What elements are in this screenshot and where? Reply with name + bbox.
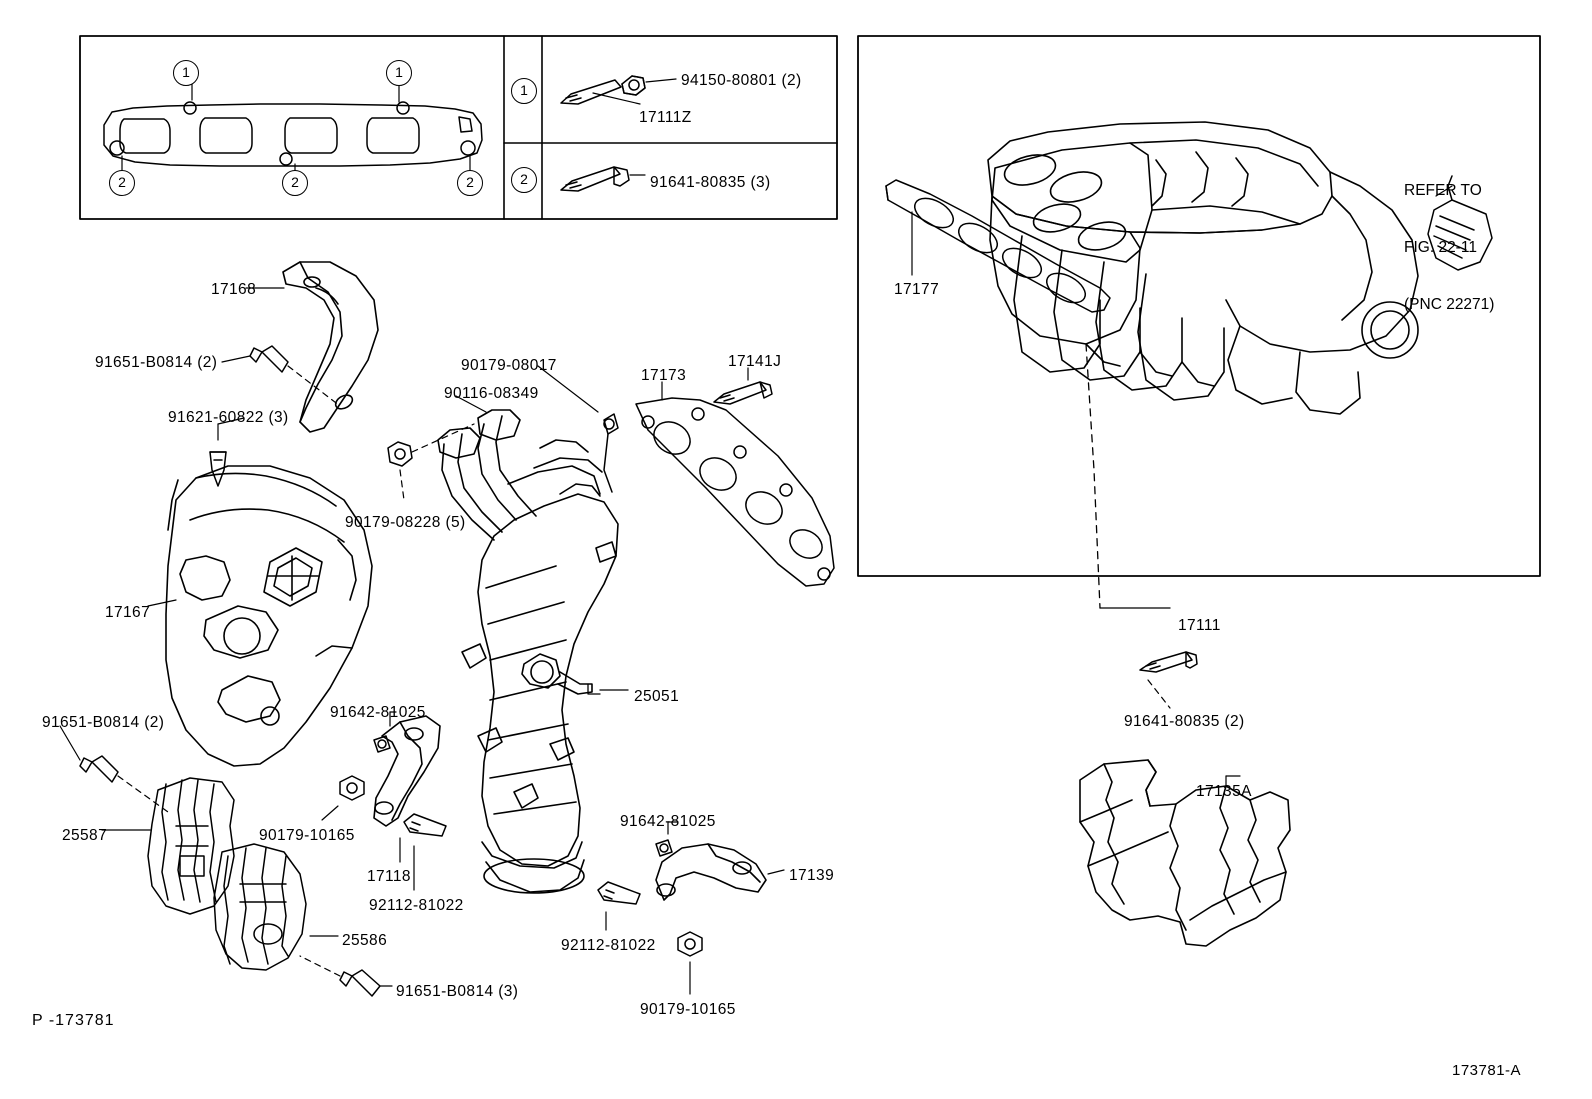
callout-1-gasket-b: 1 [386,60,412,86]
part-90179-08228-5: 90179-08228 (5) [345,514,466,531]
part-90179-10165-a: 90179-10165 [259,827,355,844]
part-17177: 17177 [894,281,940,298]
part-17111Z: 17111Z [639,109,692,126]
callout-row-1: 1 [511,78,537,104]
part-91642-81025-a: 91642-81025 [330,704,426,721]
callout-row-2: 2 [511,167,537,193]
refer-to-note [1404,143,1494,352]
callout-2-gasket-b: 2 [282,170,308,196]
part-90179-08017: 90179-08017 [461,357,557,374]
part-91642-81025-b: 91642-81025 [620,813,716,830]
part-17111: 17111 [1178,617,1221,634]
part-25051: 25051 [634,688,680,705]
part-91651-B0814-2b: 91651-B0814 (2) [42,714,165,731]
part-94150-80801: 94150-80801 (2) [681,72,802,89]
part-91641-80835-2: 91641-80835 (2) [1124,713,1245,730]
part-17168: 17168 [211,281,257,298]
part-17173: 17173 [641,367,687,384]
part-91621-60822-3: 91621-60822 (3) [168,409,289,426]
part-17118: 17118 [367,868,411,885]
callout-2-gasket-a: 2 [109,170,135,196]
part-17135A: 17135A [1196,783,1252,800]
part-91651-B0814-3: 91651-B0814 (3) [396,983,519,1000]
part-25586: 25586 [342,932,388,949]
refer-to-line-2: FIG. 22-11 [1404,239,1477,256]
part-90179-10165-b: 90179-10165 [640,1001,736,1018]
callout-1-gasket-a: 1 [173,60,199,86]
part-90116-08349: 90116-08349 [444,385,539,402]
part-92112-81022-a: 92112-81022 [369,897,464,914]
part-92112-81022-b: 92112-81022 [561,937,656,954]
refer-to-line-3: (PNC 22271) [1404,296,1495,313]
refer-to-line-1: REFER TO [1404,182,1482,199]
part-17141J: 17141J [728,353,782,370]
part-25587: 25587 [62,827,108,844]
sheet-footer-left: P -173781 [32,1012,115,1029]
part-17139: 17139 [789,867,835,884]
part-91651-B0814-2a: 91651-B0814 (2) [95,354,218,371]
part-17167: 17167 [105,604,151,621]
callout-2-gasket-c: 2 [457,170,483,196]
part-91641-80835-3: 91641-80835 (3) [650,174,771,191]
sheet-footer-right: 173781-A [1452,1062,1522,1079]
